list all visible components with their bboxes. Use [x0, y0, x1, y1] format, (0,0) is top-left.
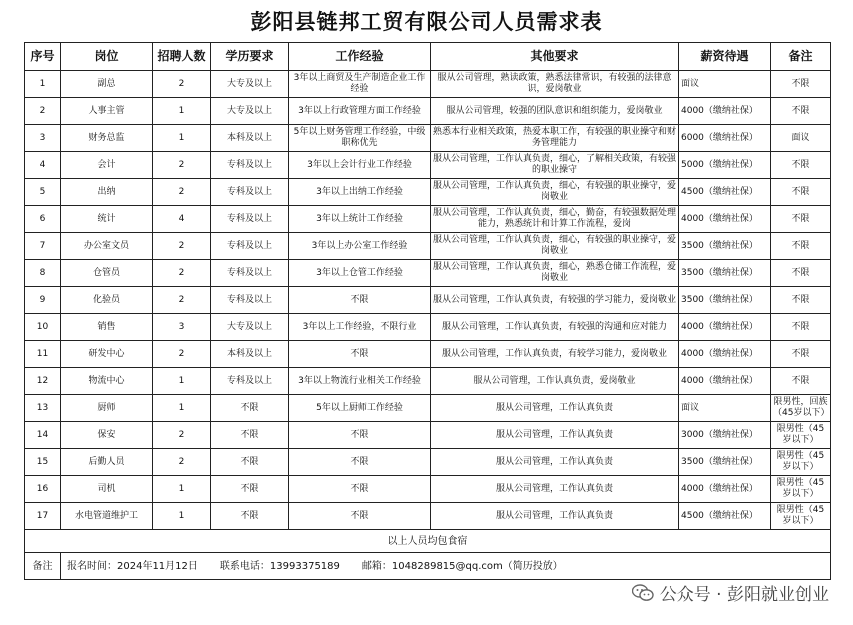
cell-count: 2: [153, 233, 211, 260]
cell-position: 研发中心: [61, 341, 153, 368]
cell-other: 服从公司管理，工作认真负责: [431, 449, 679, 476]
cell-experience: 3年以上出纳工作经验: [289, 179, 431, 206]
table-row: [25, 422, 831, 449]
cell-count: 2: [153, 71, 211, 98]
cell-salary: 4000（缴纳社保）: [679, 476, 771, 503]
cell-position: 仓管员: [61, 260, 153, 287]
cell-salary: 4500（缴纳社保）: [679, 179, 771, 206]
cell-no: 5: [25, 179, 61, 206]
cell-no: 6: [25, 206, 61, 233]
cell-salary: 4000（缴纳社保）: [679, 206, 771, 233]
cell-remark: 不限: [771, 233, 831, 260]
cell-experience: 3年以上仓管工作经验: [289, 260, 431, 287]
cell-salary: 3500（缴纳社保）: [679, 449, 771, 476]
cell-salary: 4000（缴纳社保）: [679, 98, 771, 125]
cell-other: 服从公司管理，工作认真负责: [431, 503, 679, 530]
cell-remark: 不限: [771, 341, 831, 368]
cell-count: 2: [153, 449, 211, 476]
cell-other: 服从公司管理，工作认真负责，细心，有较强的职业操守，爱岗敬业: [431, 179, 679, 206]
cell-no: 4: [25, 152, 61, 179]
cell-remark: 限男性（45岁以下）: [771, 449, 831, 476]
cell-other: 服从公司管理，工作认真负责，有较学习能力，爱岗敬业: [431, 341, 679, 368]
cell-no: 11: [25, 341, 61, 368]
cell-other: 服从公司管理，工作认真负责: [431, 476, 679, 503]
cell-education: 专科及以上: [211, 287, 289, 314]
cell-no: 2: [25, 98, 61, 125]
cell-other: 服从公司管理，工作认真负责，细心，熟悉仓储工作流程，爱岗敬业: [431, 260, 679, 287]
cell-experience: 5年以上财务管理工作经验，中级职称优先: [289, 125, 431, 152]
cell-position: 司机: [61, 476, 153, 503]
header-experience: 工作经验: [289, 43, 431, 71]
cell-other: 服从公司管理，工作认真负责: [431, 395, 679, 422]
cell-position: 销售: [61, 314, 153, 341]
cell-count: 1: [153, 368, 211, 395]
table-row: [25, 179, 831, 206]
cell-education: 不限: [211, 395, 289, 422]
cell-salary: 面议: [679, 395, 771, 422]
table-row: [25, 368, 831, 395]
cell-other: 服从公司管理，工作认真负责，细心，了解相关政策，有较强的职业操守: [431, 152, 679, 179]
cell-remark: 不限: [771, 71, 831, 98]
cell-position: 财务总监: [61, 125, 153, 152]
cell-position: 厨师: [61, 395, 153, 422]
cell-experience: 3年以上会计行业工作经验: [289, 152, 431, 179]
cell-education: 大专及以上: [211, 71, 289, 98]
cell-education: 专科及以上: [211, 260, 289, 287]
cell-salary: 3000（缴纳社保）: [679, 422, 771, 449]
cell-count: 2: [153, 152, 211, 179]
cell-salary: 3500（缴纳社保）: [679, 287, 771, 314]
header-salary: 薪资待遇: [679, 43, 771, 71]
cell-no: 15: [25, 449, 61, 476]
table-row: [25, 395, 831, 422]
cell-education: 不限: [211, 449, 289, 476]
cell-position: 人事主管: [61, 98, 153, 125]
cell-remark: 面议: [771, 125, 831, 152]
cell-other: 服从公司管理，工作认真负责: [431, 422, 679, 449]
cell-no: 9: [25, 287, 61, 314]
cell-position: 出纳: [61, 179, 153, 206]
cell-count: 1: [153, 125, 211, 152]
note-content: [61, 553, 831, 580]
cell-other: 服从公司管理，工作认真负责，细心，勤奋，有较强数据处理能力，熟悉统计和计算工作流程，爱岗: [431, 206, 679, 233]
table-body: [25, 71, 831, 530]
cell-salary: 3500（缴纳社保）: [679, 260, 771, 287]
cell-education: 大专及以上: [211, 98, 289, 125]
cell-experience: 5年以上厨师工作经验: [289, 395, 431, 422]
cell-education: 不限: [211, 503, 289, 530]
cell-salary: 4000（缴纳社保）: [679, 341, 771, 368]
table-row: [25, 71, 831, 98]
cell-no: 10: [25, 314, 61, 341]
cell-count: 4: [153, 206, 211, 233]
cell-count: 2: [153, 179, 211, 206]
cell-salary: 面议: [679, 71, 771, 98]
header-no: 序号: [25, 43, 61, 71]
cell-no: 13: [25, 395, 61, 422]
cell-other: 服从公司管理，工作认真负责，爱岗敬业: [431, 368, 679, 395]
header-other: 其他要求: [431, 43, 679, 71]
table-row: [25, 260, 831, 287]
cell-other: 熟悉本行业相关政策，热爱本职工作，有较强的职业操守和财务管理能力: [431, 125, 679, 152]
cell-other: 服从公司管理，较强的团队意识和组织能力，爱岗敬业: [431, 98, 679, 125]
cell-no: 8: [25, 260, 61, 287]
cell-position: 化验员: [61, 287, 153, 314]
cell-remark: 不限: [771, 368, 831, 395]
cell-salary: 3500（缴纳社保）: [679, 233, 771, 260]
cell-experience: 3年以上工作经验，不限行业: [289, 314, 431, 341]
cell-education: 专科及以上: [211, 233, 289, 260]
cell-other: 服从公司管理，工作认真负责，有较强的沟通和应对能力: [431, 314, 679, 341]
cell-experience: 3年以上物流行业相关工作经验: [289, 368, 431, 395]
table-row: [25, 449, 831, 476]
cell-other: 服从公司管理，工作认真负责，有较强的学习能力，爱岗敬业: [431, 287, 679, 314]
cell-count: 1: [153, 98, 211, 125]
cell-count: 2: [153, 260, 211, 287]
cell-no: 3: [25, 125, 61, 152]
cell-experience: 不限: [289, 449, 431, 476]
cell-position: 保安: [61, 422, 153, 449]
cell-count: 1: [153, 395, 211, 422]
cell-education: 不限: [211, 476, 289, 503]
cell-experience: 3年以上商贸及生产制造企业工作经验: [289, 71, 431, 98]
header-position: 岗位: [61, 43, 153, 71]
table-row: [25, 98, 831, 125]
watermark: [632, 580, 829, 605]
cell-education: 本科及以上: [211, 341, 289, 368]
cell-remark: 不限: [771, 98, 831, 125]
note-row: [25, 553, 831, 580]
cell-education: 专科及以上: [211, 152, 289, 179]
cell-no: 17: [25, 503, 61, 530]
cell-experience: 不限: [289, 503, 431, 530]
cell-education: 专科及以上: [211, 368, 289, 395]
cell-experience: 3年以上行政管理方面工作经验: [289, 98, 431, 125]
cell-no: 14: [25, 422, 61, 449]
requirements-table: [24, 42, 831, 580]
table-row: [25, 206, 831, 233]
cell-count: 2: [153, 287, 211, 314]
footer-text: 以上人员均包食宿: [25, 530, 831, 553]
cell-remark: 不限: [771, 314, 831, 341]
cell-position: 会计: [61, 152, 153, 179]
cell-experience: 3年以上办公室工作经验: [289, 233, 431, 260]
header-remark: 备注: [771, 43, 831, 71]
cell-salary: 5000（缴纳社保）: [679, 152, 771, 179]
cell-salary: 4500（缴纳社保）: [679, 503, 771, 530]
cell-experience: 3年以上统计工作经验: [289, 206, 431, 233]
table-row: [25, 503, 831, 530]
table-row: [25, 287, 831, 314]
page-title: 彭阳县链邦工贸有限公司人员需求表: [250, 9, 603, 34]
cell-count: 1: [153, 503, 211, 530]
wechat-icon: [632, 584, 654, 602]
cell-education: 不限: [211, 422, 289, 449]
cell-education: 本科及以上: [211, 125, 289, 152]
cell-no: 12: [25, 368, 61, 395]
cell-education: 专科及以上: [211, 206, 289, 233]
cell-no: 16: [25, 476, 61, 503]
table-row: [25, 125, 831, 152]
cell-position: 统计: [61, 206, 153, 233]
table-row: [25, 152, 831, 179]
cell-experience: 不限: [289, 422, 431, 449]
note-email: 邮箱：1048289815@qq.com（简历投放）: [361, 560, 563, 572]
cell-other: 服从公司管理，工作认真负责，细心，有较强的职业操守，爱岗敬业: [431, 233, 679, 260]
cell-position: 后勤人员: [61, 449, 153, 476]
table-row: [25, 233, 831, 260]
cell-no: 1: [25, 71, 61, 98]
note-label: 备注: [25, 553, 61, 580]
cell-experience: 不限: [289, 287, 431, 314]
header-row: [25, 43, 831, 71]
cell-remark: 限男性（45岁以下）: [771, 503, 831, 530]
cell-position: 副总: [61, 71, 153, 98]
cell-remark: 不限: [771, 179, 831, 206]
cell-remark: 不限: [771, 260, 831, 287]
cell-count: 3: [153, 314, 211, 341]
cell-salary: 4000（缴纳社保）: [679, 368, 771, 395]
cell-remark: 不限: [771, 206, 831, 233]
cell-experience: 不限: [289, 341, 431, 368]
watermark-text: 公众号 · 彭阳就业创业: [659, 585, 829, 605]
cell-position: 办公室文员: [61, 233, 153, 260]
cell-count: 2: [153, 422, 211, 449]
table-row: [25, 341, 831, 368]
cell-remark: 限男性（45岁以下）: [771, 422, 831, 449]
note-phone: 联系电话：13993375189: [219, 560, 340, 572]
cell-remark: 不限: [771, 287, 831, 314]
header-count: 招聘人数: [153, 43, 211, 71]
cell-count: 2: [153, 341, 211, 368]
cell-other: 服从公司管理，熟读政策，熟悉法律常识，有较强的法律意识，爱岗敬业: [431, 71, 679, 98]
cell-salary: 6000（缴纳社保）: [679, 125, 771, 152]
cell-position: 水电管道维护工: [61, 503, 153, 530]
cell-no: 7: [25, 233, 61, 260]
note-time: 报名时间：2024年11月12日: [67, 560, 198, 572]
header-education: 学历要求: [211, 43, 289, 71]
cell-experience: 不限: [289, 476, 431, 503]
table-row: [25, 314, 831, 341]
table-row: [25, 476, 831, 503]
cell-education: 大专及以上: [211, 314, 289, 341]
cell-count: 1: [153, 476, 211, 503]
cell-remark: 限男性（45岁以下）: [771, 476, 831, 503]
cell-remark: 不限: [771, 152, 831, 179]
cell-remark: 限男性，回族（45岁以下）: [771, 395, 831, 422]
cell-position: 物流中心: [61, 368, 153, 395]
cell-salary: 4000（缴纳社保）: [679, 314, 771, 341]
cell-education: 专科及以上: [211, 179, 289, 206]
footer-row: [25, 530, 831, 553]
